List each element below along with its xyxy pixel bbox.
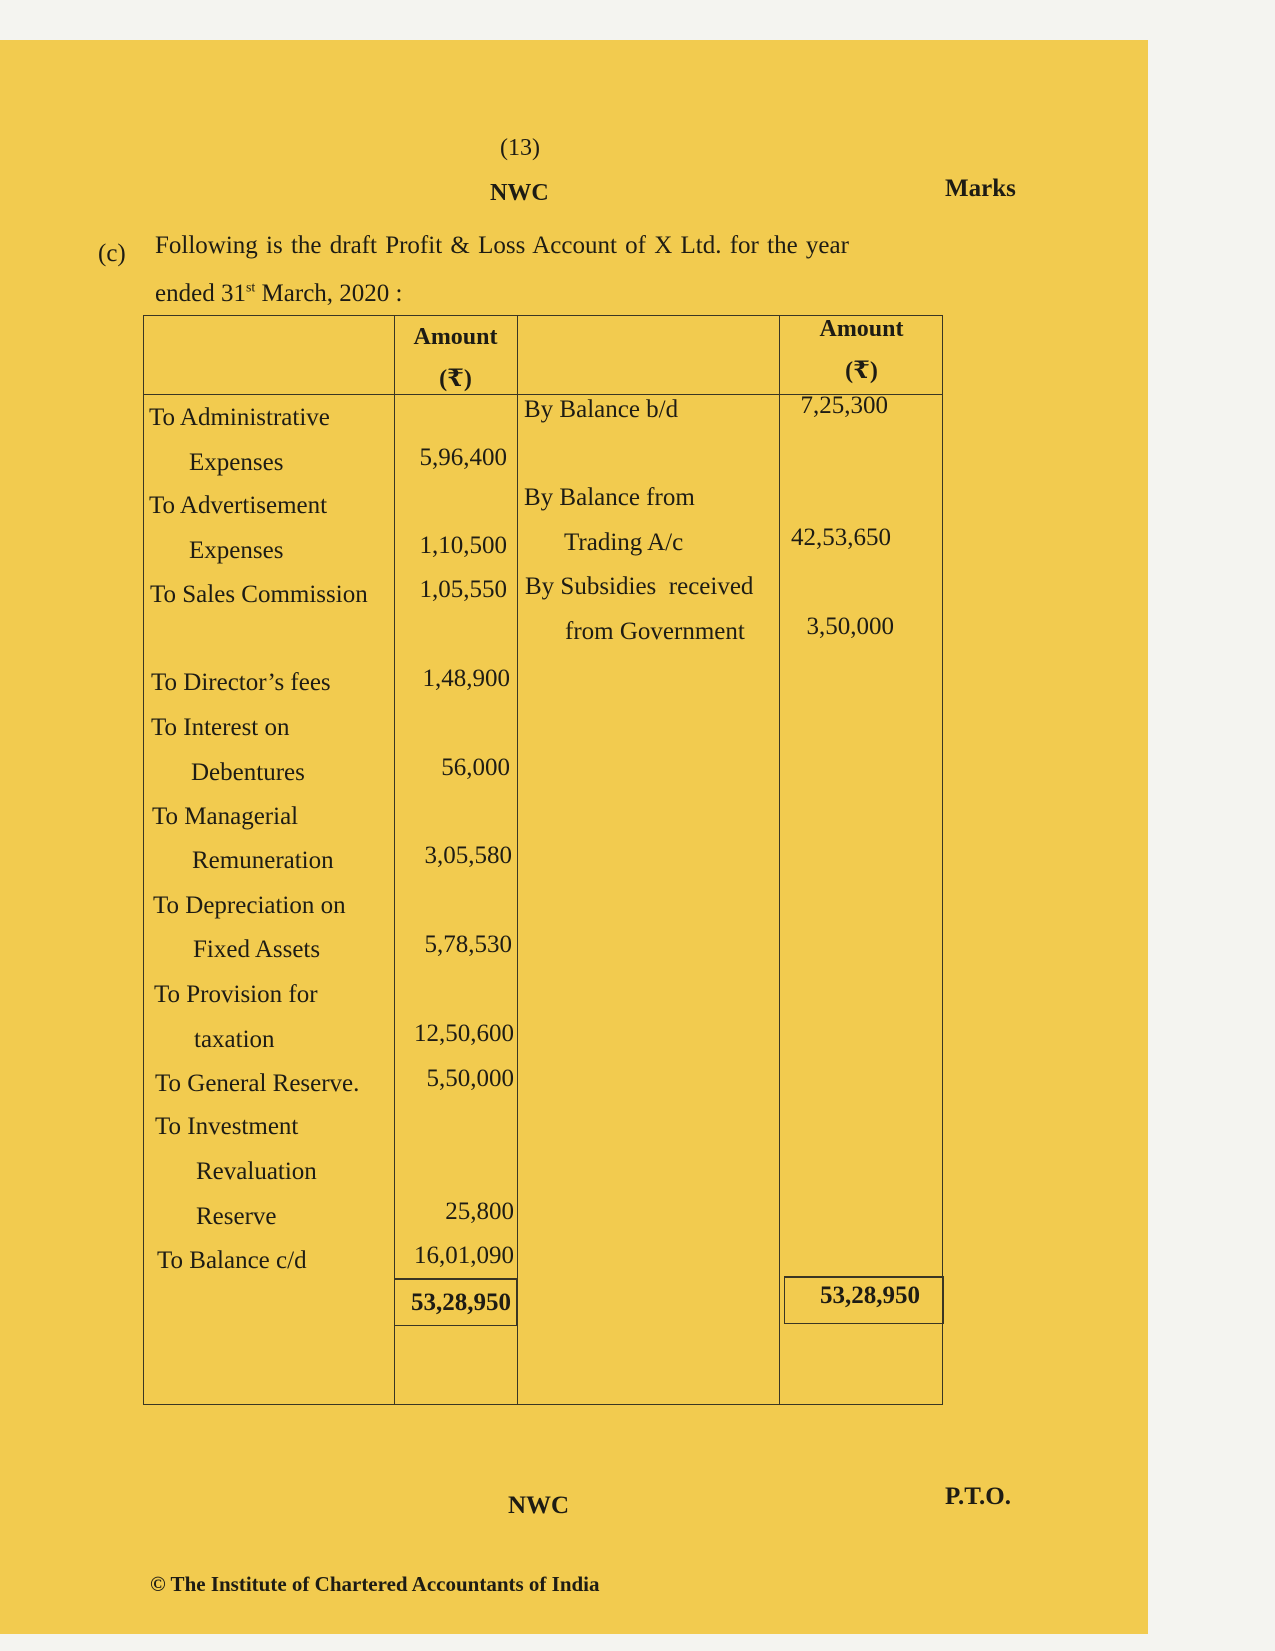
debit-amount: 5,96,400 [419, 444, 507, 471]
pto-label: P.T.O. [945, 1483, 1011, 1510]
debit-particular: Reserve [196, 1203, 277, 1230]
credit-amount: 42,53,650 [791, 524, 891, 551]
debit-amount: 5,50,000 [426, 1065, 514, 1092]
debit-particular: To Investment [155, 1113, 299, 1140]
debit-particular: To Interest on [151, 714, 290, 741]
debit-particular: To General Reserve. [155, 1070, 360, 1097]
debit-amount: 1,48,900 [422, 665, 510, 692]
debit-particular: Expenses [189, 537, 284, 564]
debit-particular: Revaluation [196, 1158, 317, 1185]
debit-amount: 5,78,530 [424, 931, 512, 958]
question-intro-line1: Following is the draft Profit & Loss Account of X Ltd. for the year [155, 232, 849, 259]
debit-amount: 12,50,600 [414, 1020, 514, 1047]
credit-total: 53,28,950 [820, 1282, 920, 1309]
paper-code-top: NWC [490, 180, 549, 206]
credit-particular: By Balance b/d [524, 396, 679, 423]
marks-heading: Marks [945, 175, 1016, 202]
debit-particular: To Administrative [149, 404, 330, 431]
copyright-notice: © The Institute of Chartered Accountants of India [150, 1572, 600, 1596]
debit-amount: 1,10,500 [419, 532, 507, 559]
question-label: (c) [98, 240, 126, 267]
debit-particular: Remuneration [192, 847, 334, 874]
debit-particular: To Director’s fees [151, 669, 331, 696]
credit-particular: Trading A/c [564, 529, 684, 556]
credit-particular: from Government [565, 618, 745, 645]
debit-amount: 16,01,090 [414, 1242, 514, 1269]
debit-amount: 56,000 [441, 754, 510, 781]
column-divider [394, 316, 395, 1404]
debit-particular: To Provision for [154, 981, 318, 1008]
page-number: (13) [500, 135, 540, 161]
credit-amount-header: Amount (₹) [819, 316, 904, 384]
column-divider [779, 316, 780, 1404]
debit-particular: To Balance c/d [157, 1247, 307, 1274]
debit-total: 53,28,950 [411, 1289, 511, 1316]
debit-amount-header: Amount (₹) [413, 324, 498, 392]
credit-particular: By Subsidies received [525, 573, 754, 600]
debit-particular: taxation [194, 1026, 275, 1053]
credit-particular: By Balance from [524, 484, 695, 511]
debit-amount: 3,05,580 [424, 842, 512, 869]
credit-amount: 3,50,000 [806, 613, 894, 640]
debit-particular: Fixed Assets [193, 936, 321, 963]
debit-particular: To Sales Commission [150, 581, 368, 608]
debit-amount: 25,800 [445, 1198, 514, 1225]
profit-loss-account-table [143, 315, 943, 1405]
debit-amount: 1,05,550 [419, 576, 507, 603]
paper-code-bottom: NWC [508, 1492, 570, 1519]
debit-particular: To Advertisement [149, 492, 328, 519]
debit-particular: To Managerial [152, 803, 299, 830]
column-divider [517, 316, 518, 1404]
question-intro-line2: ended 31st March, 2020 : [155, 280, 403, 307]
debit-particular: To Depreciation on [153, 892, 346, 919]
credit-amount: 7,25,300 [800, 392, 888, 419]
debit-particular: Debentures [191, 759, 305, 786]
debit-particular: Expenses [189, 449, 284, 476]
